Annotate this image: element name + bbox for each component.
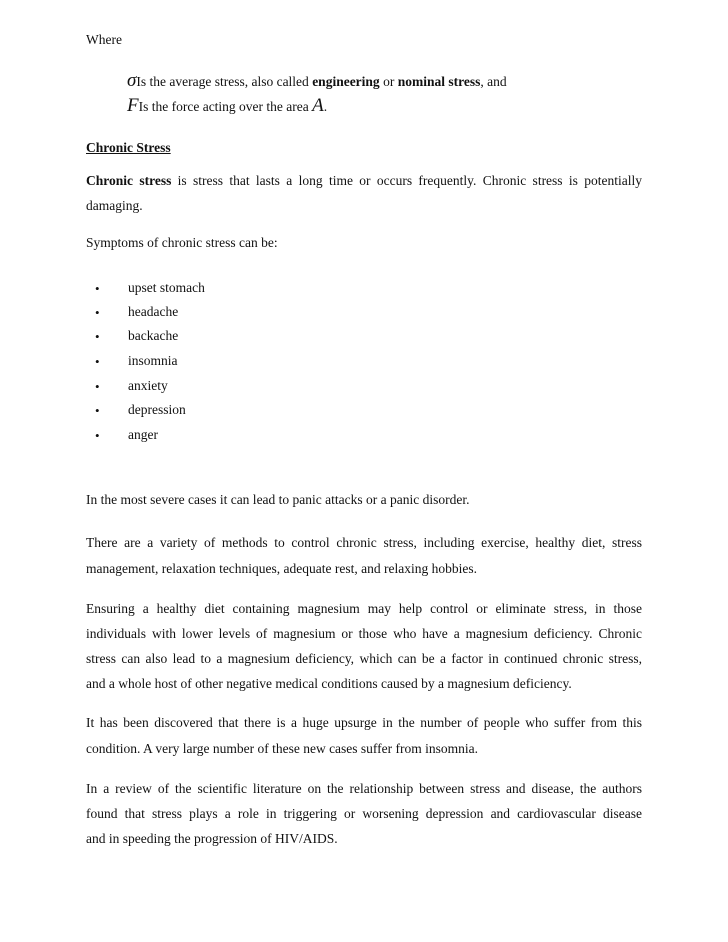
bold-term: nominal stress bbox=[397, 74, 481, 89]
bullet-icon: • bbox=[95, 428, 100, 443]
definition-text: Is the average stress, also called bbox=[136, 74, 313, 89]
definition-text: , and bbox=[480, 74, 507, 89]
intro-word: Where bbox=[86, 32, 122, 47]
symptoms-intro: Symptoms of chronic stress can be: bbox=[86, 235, 278, 250]
bullet-icon: • bbox=[95, 403, 100, 418]
paragraph-line: There are a variety of methods to control chronic stress, including exercise, healthy diet, stress bbox=[86, 535, 642, 550]
force-symbol: F bbox=[127, 95, 139, 116]
bullet-icon: • bbox=[95, 305, 100, 320]
list-item: upset stomach bbox=[128, 280, 205, 295]
paragraph-line: and a whole host of other negative medical conditions caused by a magnesium deficiency. bbox=[86, 676, 572, 691]
paragraph-line: In the most severe cases it can lead to panic attacks or a panic disorder. bbox=[86, 492, 470, 507]
list-item: backache bbox=[128, 328, 179, 343]
paragraph-line: damaging. bbox=[86, 198, 143, 213]
definition-text: . bbox=[323, 99, 328, 114]
paragraph-text: is stress that lasts a long time or occurs frequently. Chronic stress is potentially bbox=[171, 173, 642, 188]
bullet-icon: • bbox=[95, 281, 100, 296]
paragraph-line: condition. A very large number of these new cases suffer from insomnia. bbox=[86, 741, 479, 756]
paragraph-line: individuals with lower levels of magnesium or those who have a magnesium deficiency. Chronic bbox=[86, 626, 642, 641]
sigma-symbol: σ bbox=[127, 70, 137, 91]
section-heading: Chronic Stress bbox=[86, 140, 171, 155]
paragraph-line: It has been discovered that there is a huge upsurge in the number of people who suffer from this bbox=[86, 715, 642, 730]
paragraph-line: In a review of the scientific literature on the relationship between stress and disease, the authors bbox=[86, 781, 642, 796]
list-item: headache bbox=[128, 304, 179, 319]
list-item: depression bbox=[128, 402, 186, 417]
area-symbol: A bbox=[312, 95, 324, 116]
paragraph-line: management, relaxation techniques, adequate rest, and relaxing hobbies. bbox=[86, 561, 477, 576]
definition-text: Is the force acting over the area bbox=[138, 99, 313, 114]
paragraph-line: stress can also lead to a magnesium deficiency, which can be a factor in continued chronic stress, bbox=[86, 651, 642, 666]
paragraph-line: Ensuring a healthy diet containing magnesium may help control or eliminate stress, in those bbox=[86, 601, 642, 616]
list-item: anger bbox=[128, 427, 158, 442]
list-item: anxiety bbox=[128, 378, 168, 393]
definition-force bbox=[127, 95, 327, 117]
bold-term: engineering bbox=[312, 74, 380, 89]
bold-term: Chronic stress bbox=[86, 173, 172, 188]
bullet-icon: • bbox=[95, 329, 100, 344]
paragraph-line: found that stress plays a role in triggering or worsening depression and cardiovascular disease bbox=[86, 806, 642, 821]
paragraph-line: and in speeding the progression of HIV/AIDS. bbox=[86, 831, 338, 846]
bullet-icon: • bbox=[95, 379, 100, 394]
paragraph-line bbox=[86, 173, 642, 189]
bullet-icon: • bbox=[95, 354, 100, 369]
definition-text: or bbox=[379, 74, 398, 89]
definition-sigma bbox=[127, 70, 507, 92]
list-item: insomnia bbox=[128, 353, 178, 368]
